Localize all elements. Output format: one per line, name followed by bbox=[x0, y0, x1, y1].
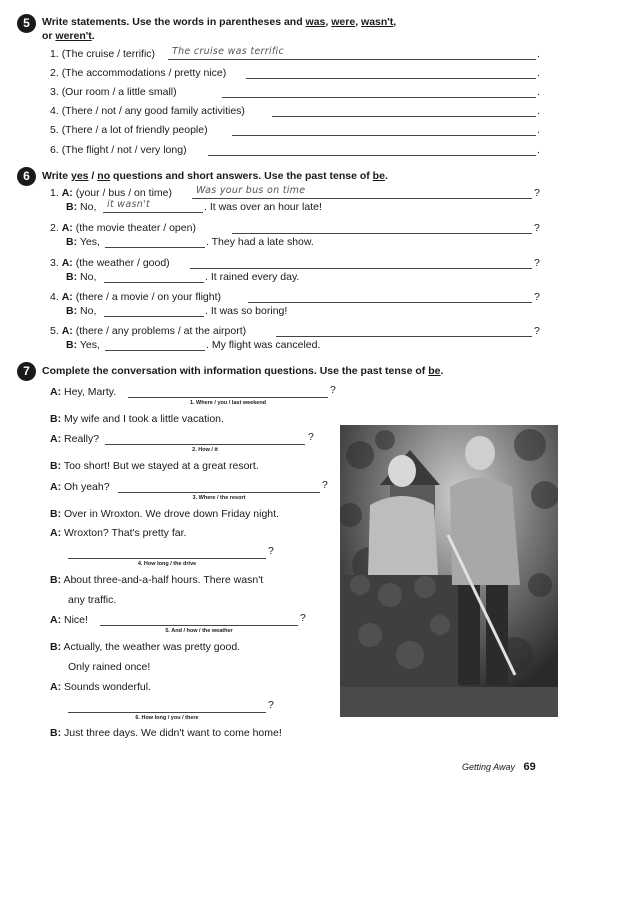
ex6-item-4-answer bbox=[66, 304, 96, 318]
ex6-short-answer-5[interactable] bbox=[105, 338, 205, 351]
item-number: 2. bbox=[50, 222, 59, 234]
ex6-short-answer-1[interactable] bbox=[103, 200, 203, 213]
ex5-item-3 bbox=[50, 85, 177, 99]
speaker-label: B: bbox=[50, 413, 62, 425]
item-number: 5. bbox=[50, 124, 59, 136]
ex5-answer-6[interactable] bbox=[208, 143, 536, 156]
period: . bbox=[537, 124, 540, 136]
speaker-label: A: bbox=[50, 481, 62, 493]
period: . bbox=[384, 170, 388, 182]
answer-rest: . It was over an hour late! bbox=[204, 201, 322, 213]
sep: , bbox=[325, 16, 332, 28]
keyword-be: be bbox=[428, 365, 441, 377]
speaker-b: B: bbox=[66, 339, 78, 351]
speaker-b: B: bbox=[66, 236, 78, 248]
conversation-line bbox=[50, 480, 110, 494]
ex6-short-answer-3[interactable] bbox=[104, 270, 204, 283]
ex7-question-blank-15[interactable] bbox=[68, 700, 266, 713]
ex6-item-3-question bbox=[50, 256, 170, 270]
item-prompt: (The flight / not / very long) bbox=[61, 144, 187, 156]
ex5-item-2 bbox=[50, 66, 226, 80]
ex5-item-1 bbox=[50, 47, 155, 61]
instr-text: Write statements. Use the words in parentheses and bbox=[42, 16, 306, 28]
instr-text: Write bbox=[42, 170, 71, 182]
conversation-line bbox=[50, 526, 186, 540]
question-mark: ? bbox=[534, 325, 540, 337]
line-text: Only rained once! bbox=[68, 661, 151, 673]
ex6-question-answer-3[interactable] bbox=[190, 256, 532, 269]
line-text: My wife and I took a little vacation. bbox=[64, 413, 224, 425]
footer-section-title: Getting Away bbox=[462, 762, 516, 772]
conversation-line bbox=[50, 726, 282, 740]
exercise-7-badge: 7 bbox=[17, 362, 36, 381]
blank-caption: 4. How long / the drive bbox=[137, 561, 197, 567]
answer-rest: . It was so boring! bbox=[205, 305, 288, 317]
line-text: Actually, the weather was pretty good. bbox=[63, 641, 241, 653]
ex6-short-answer-4[interactable] bbox=[104, 304, 204, 317]
instr-text: or bbox=[42, 30, 56, 42]
blank-caption: 5. And / how / the weather bbox=[165, 628, 233, 634]
conversation-line bbox=[68, 593, 116, 607]
line-text: Oh yeah? bbox=[64, 481, 110, 493]
ex5-answer-2[interactable] bbox=[246, 66, 536, 79]
line-text: Hey, Marty. bbox=[64, 386, 117, 398]
speaker-label: A: bbox=[50, 681, 62, 693]
item-number: 4. bbox=[50, 105, 59, 117]
conversation-line bbox=[50, 412, 224, 426]
speaker-label: B: bbox=[50, 574, 62, 586]
question-mark: ? bbox=[268, 699, 274, 711]
ex7-question-blank-11[interactable] bbox=[100, 613, 298, 626]
item-prompt: (there / a movie / on your flight) bbox=[75, 291, 222, 303]
speaker-label: A: bbox=[50, 614, 62, 626]
exercise-5-badge: 5 bbox=[17, 14, 36, 33]
instr-text: questions and short answers. Use the past tense of bbox=[110, 170, 373, 182]
speaker-b: B: bbox=[66, 271, 78, 283]
speaker-a: A: bbox=[61, 257, 73, 269]
speaker-label: B: bbox=[50, 460, 62, 472]
period: . bbox=[537, 144, 540, 156]
speaker-a: A: bbox=[61, 291, 73, 303]
exercise-5-instructions bbox=[42, 15, 602, 43]
ex5-item-4 bbox=[50, 104, 245, 118]
ex7-question-blank-1[interactable] bbox=[128, 385, 328, 398]
speaker-b: B: bbox=[66, 201, 78, 213]
slash: / bbox=[88, 170, 98, 182]
blank-caption: 2. How / it bbox=[192, 447, 218, 453]
item-prompt: (There / not / any good family activities) bbox=[61, 105, 245, 117]
blank-caption: 1. Where / you / last weekend bbox=[189, 400, 267, 406]
question-mark: ? bbox=[534, 222, 540, 234]
answer-start: Yes, bbox=[79, 236, 100, 248]
question-mark: ? bbox=[534, 291, 540, 303]
line-text: Over in Wroxton. We drove down Friday night. bbox=[64, 508, 279, 520]
keyword-no: no bbox=[97, 170, 111, 182]
ex6-question-answer-4[interactable] bbox=[248, 290, 532, 303]
period: . bbox=[537, 86, 540, 98]
exercise-6-badge: 6 bbox=[17, 167, 36, 186]
line-text: About three-and-a-half hours. There wasn't bbox=[63, 574, 264, 586]
footer bbox=[462, 761, 536, 773]
speaker-a: A: bbox=[61, 222, 73, 234]
ex6-item-2-answer bbox=[66, 235, 100, 249]
ex7-question-blank-8[interactable] bbox=[68, 546, 266, 559]
conversation-line bbox=[50, 432, 99, 446]
keyword-werent: weren't bbox=[55, 30, 92, 42]
speaker-b: B: bbox=[66, 305, 78, 317]
ex6-short-answer-2[interactable] bbox=[105, 235, 205, 248]
answer-start: No, bbox=[80, 201, 97, 213]
ex6-question-answer-5[interactable] bbox=[276, 324, 532, 337]
ex5-answer-5[interactable] bbox=[232, 123, 536, 136]
page-number: 69 bbox=[523, 761, 536, 773]
item-prompt: (the movie theater / open) bbox=[75, 222, 196, 234]
ex6-question-answer-2[interactable] bbox=[232, 221, 532, 234]
photo-two-men-raking-leaves bbox=[340, 425, 558, 717]
ex5-item-6 bbox=[50, 143, 187, 157]
line-text: Really? bbox=[64, 433, 100, 445]
answer-text: The cruise was terrific bbox=[172, 46, 284, 57]
item-number: 1. bbox=[50, 48, 59, 60]
period: . bbox=[537, 105, 540, 117]
sep: , bbox=[355, 16, 362, 28]
ex6-item-2-question bbox=[50, 221, 196, 235]
ex6-question-answer-1[interactable] bbox=[192, 186, 532, 199]
speaker-a: A: bbox=[61, 325, 73, 337]
answer-rest: . They had a late show. bbox=[206, 236, 314, 248]
instr-text: Complete the conversation with information questions. Use the past tense of bbox=[42, 365, 429, 377]
keyword-yes: yes bbox=[70, 170, 89, 182]
ex6-item-5-answer bbox=[66, 338, 100, 352]
keyword-was: was bbox=[305, 16, 326, 28]
ex5-item-5 bbox=[50, 123, 208, 137]
speaker-a: A: bbox=[61, 187, 73, 199]
item-prompt: (The accommodations / pretty nice) bbox=[61, 67, 227, 79]
conversation-line bbox=[50, 613, 88, 627]
conversation-line bbox=[50, 507, 279, 521]
blank-caption: 3. Where / the resort bbox=[192, 495, 246, 501]
speaker-label: A: bbox=[50, 433, 62, 445]
item-prompt: (The cruise / terrific) bbox=[61, 48, 156, 60]
conversation-line bbox=[50, 385, 116, 399]
answer-rest: . It rained every day. bbox=[205, 271, 300, 283]
item-number: 1. bbox=[50, 187, 59, 199]
conversation-line bbox=[68, 660, 150, 674]
answer-start: No, bbox=[80, 271, 97, 283]
item-prompt: (there / any problems / at the airport) bbox=[75, 325, 247, 337]
speaker-label: B: bbox=[50, 641, 62, 653]
answer-start: No, bbox=[80, 305, 97, 317]
period: . bbox=[537, 48, 540, 60]
item-number: 2. bbox=[50, 67, 59, 79]
line-text: Sounds wonderful. bbox=[64, 681, 151, 693]
ex6-item-1-question bbox=[50, 186, 172, 200]
period: . bbox=[440, 365, 444, 377]
exercise-7-instructions bbox=[42, 364, 602, 378]
blank-caption: 6. How long / you / there bbox=[135, 715, 199, 721]
ex6-item-3-answer bbox=[66, 270, 96, 284]
item-number: 5. bbox=[50, 325, 59, 337]
keyword-were: were bbox=[331, 16, 356, 28]
conversation-line bbox=[50, 573, 263, 587]
period: . bbox=[91, 30, 95, 42]
ex5-answer-3[interactable] bbox=[222, 85, 536, 98]
keyword-be: be bbox=[372, 170, 385, 182]
ex6-item-1-answer bbox=[66, 200, 96, 214]
speaker-label: B: bbox=[50, 508, 62, 520]
question-mark: ? bbox=[534, 187, 540, 199]
line-text: Too short! But we stayed at a great resort. bbox=[63, 460, 259, 472]
question-mark: ? bbox=[322, 479, 328, 491]
item-prompt: (the weather / good) bbox=[75, 257, 170, 269]
item-prompt: (There / a lot of friendly people) bbox=[61, 124, 208, 136]
ex6-item-5-question bbox=[50, 324, 246, 338]
speaker-label: A: bbox=[50, 386, 62, 398]
line-text: any traffic. bbox=[68, 594, 117, 606]
question-mark: ? bbox=[330, 384, 336, 396]
line-text: Just three days. We didn't want to come home! bbox=[64, 727, 282, 739]
question-mark: ? bbox=[308, 431, 314, 443]
ex6-item-4-question bbox=[50, 290, 221, 304]
answer-text: it wasn't bbox=[107, 199, 150, 210]
item-prompt: (Our room / a little small) bbox=[61, 86, 177, 98]
question-mark: ? bbox=[268, 545, 274, 557]
conversation-line bbox=[50, 680, 151, 694]
speaker-label: B: bbox=[50, 727, 62, 739]
item-number: 6. bbox=[50, 144, 59, 156]
photo-illustration bbox=[340, 425, 558, 717]
answer-text: Was your bus on time bbox=[196, 185, 306, 196]
line-text: Wroxton? That's pretty far. bbox=[64, 527, 187, 539]
period: . bbox=[537, 67, 540, 79]
item-prompt: (your / bus / on time) bbox=[75, 187, 172, 199]
question-mark: ? bbox=[300, 612, 306, 624]
item-number: 4. bbox=[50, 291, 59, 303]
conversation-line bbox=[50, 640, 240, 654]
answer-rest: . My flight was canceled. bbox=[206, 339, 321, 351]
ex5-answer-4[interactable] bbox=[272, 104, 536, 117]
ex7-question-blank-5[interactable] bbox=[118, 480, 320, 493]
item-number: 3. bbox=[50, 257, 59, 269]
answer-start: Yes, bbox=[79, 339, 100, 351]
question-mark: ? bbox=[534, 257, 540, 269]
keyword-wasnt: wasn't bbox=[361, 16, 394, 28]
item-number: 3. bbox=[50, 86, 59, 98]
sep: , bbox=[393, 16, 397, 28]
speaker-label: A: bbox=[50, 527, 62, 539]
exercise-6-instructions bbox=[42, 169, 602, 183]
line-text: Nice! bbox=[64, 614, 88, 626]
ex7-question-blank-3[interactable] bbox=[105, 432, 305, 445]
conversation-line bbox=[50, 459, 259, 473]
ex5-answer-1[interactable] bbox=[168, 47, 536, 60]
